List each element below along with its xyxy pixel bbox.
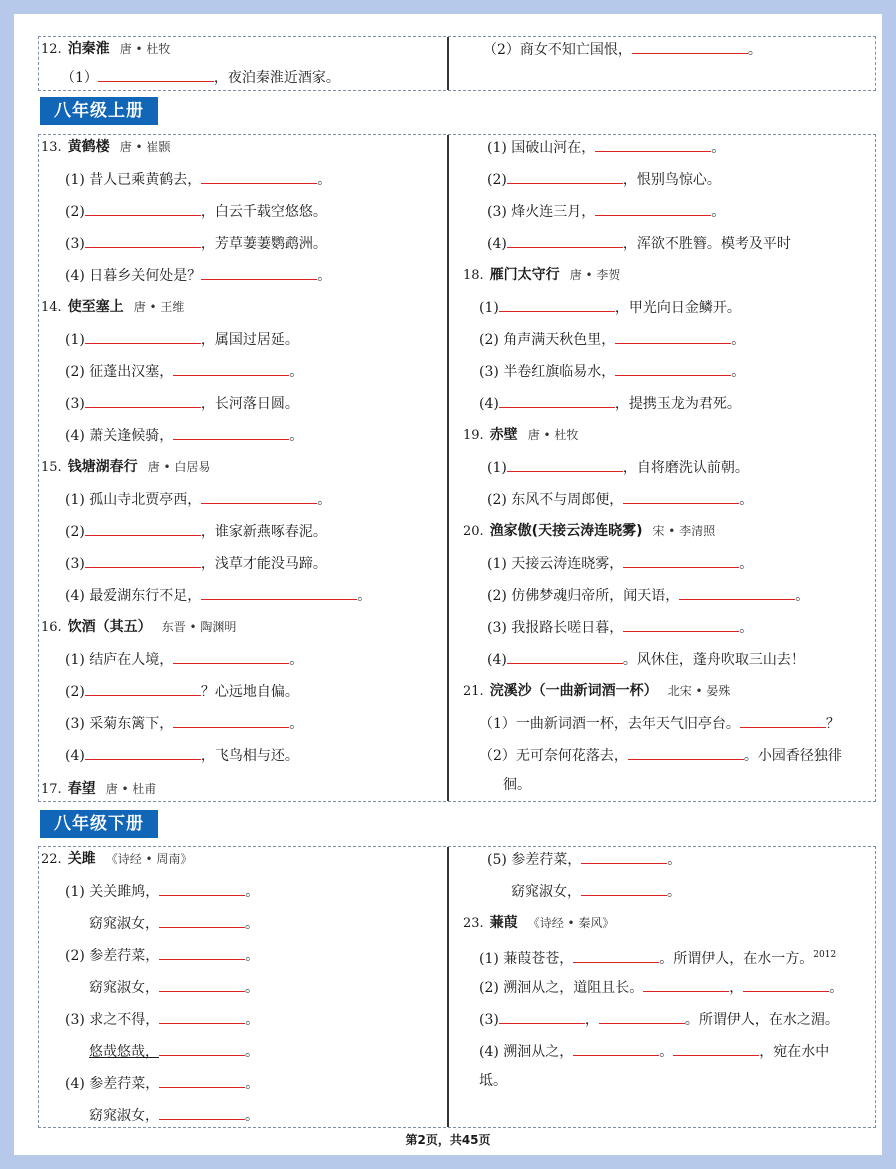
poem-21-line-2-cont: 徊。 [503,777,531,793]
column-divider [447,37,449,90]
poem-13-header: 13. 黄鹤楼 唐 • 崔颢 [41,139,171,155]
answer-blank[interactable] [159,945,245,960]
poem-23-line-3: (3) ， 。所谓伊人，在水之湄。 [479,1009,839,1030]
poem-22-line-7: (4) 参差荇菜， 。 [65,1073,259,1094]
poem-19-header: 19. 赤壁 唐 • 杜牧 [463,427,579,443]
poem-20-line-4: (4) 。风休住，蓬舟吹取三山去！ [487,649,805,670]
answer-blank[interactable] [499,393,615,408]
poem-23-line-4-cont: 坻。 [479,1073,507,1089]
poem-21-line-2: （2）无可奈何花落去， 。小园香径独徘 [479,745,842,766]
poem-22-line-1: (1) 关关雎鸠， 。 [65,881,259,902]
worksheet-page [14,14,882,1155]
answer-blank[interactable] [173,361,289,376]
poem-22-line-8: 窈窕淑女， 。 [89,1105,259,1126]
poem-18-line-3: (3) 半卷红旗临易水， 。 [479,361,745,382]
answer-blank[interactable] [615,329,731,344]
poem-22-line-6: 悠哉悠哉， 。 [89,1041,259,1062]
poem-14-line-3: (3) ，长河落日圆。 [65,393,299,414]
answer-blank[interactable] [643,977,729,992]
poem-17-line-3: (3) 烽火连三月， 。 [487,201,725,222]
poem-23-header: 23. 蒹葭 《诗经 • 秦风》 [463,915,615,931]
poem-20-line-2: (2) 仿佛梦魂归帝所，闻天语， 。 [487,585,809,606]
poem-18-header: 18. 雁门太守行 唐 • 李贺 [463,267,621,283]
answer-blank[interactable] [573,1041,659,1056]
poem-22-line-4: 窈窕淑女， 。 [89,977,259,998]
answer-blank[interactable] [507,457,623,472]
answer-blank[interactable] [159,1009,245,1024]
answer-blank[interactable] [85,393,201,408]
poem-13-line-3: (3) ，芳草萋萋鹦鹉洲。 [65,233,327,254]
answer-blank[interactable] [595,201,711,216]
answer-blank[interactable] [173,649,289,664]
poem-16-line-4: (4) ，飞鸟相与还。 [65,745,299,766]
answer-blank[interactable] [507,169,623,184]
poem-13-line-2: (2) ，白云千载空悠悠。 [65,201,327,222]
poem-19-line-2: (2) 东风不与周郎便， 。 [487,489,753,510]
panel-grade8-lower [38,846,876,1128]
answer-blank[interactable] [632,39,748,54]
answer-blank[interactable] [85,553,201,568]
poem-15-header: 15. 钱塘湖春行 唐 • 白居易 [41,459,211,475]
answer-blank[interactable] [623,489,739,504]
poem-15-line-1: (1) 孤山寺北贾亭西， 。 [65,489,331,510]
answer-blank[interactable] [595,137,711,152]
poem-14-line-2: (2) 征蓬出汉塞， 。 [65,361,303,382]
poem-22-line-3: (2) 参差荇菜， 。 [65,945,259,966]
answer-blank[interactable] [159,913,245,928]
answer-blank[interactable] [615,361,731,376]
poem-12-header [41,39,170,60]
poem-14-line-1: (1) ，属国过居延。 [65,329,299,350]
answer-blank[interactable] [743,977,829,992]
poem-23-line-1: (1) 蒹葭苍苍， 。所谓伊人，在水一方。$^{2012}$ [479,950,837,967]
answer-blank[interactable] [201,489,317,504]
answer-blank[interactable] [628,745,744,760]
poem-23-line-4: (4) 溯洄从之， 。 ，宛在水中 [479,1041,829,1062]
section-banner-upper: 八年级上册 [40,97,158,125]
poem-17-line-2: (2) ，恨别鸟惊心。 [487,169,721,190]
poem-17-header: 17. 春望 唐 • 杜甫 [41,781,157,797]
section-banner-lower: 八年级下册 [40,810,158,838]
answer-blank[interactable] [201,585,357,600]
poem-20-line-1: (1) 天接云涛连晓雾， 。 [487,553,753,574]
answer-blank[interactable] [201,265,317,280]
answer-blank[interactable] [573,948,659,963]
answer-blank[interactable] [98,67,214,82]
answer-blank[interactable] [599,1009,685,1024]
poem-22-line-9: (5) 参差荇菜， 。 [487,849,681,870]
poem-21-header: 21. 浣溪沙（一曲新词酒一杯） 北宋 • 晏殊 [463,683,731,699]
poem-15-line-2: (2) ，谁家新燕啄春泥。 [65,521,327,542]
poem-16-line-1: (1) 结庐在人境， 。 [65,649,303,670]
poem-20-line-3: (3) 我报路长嗟日暮， 。 [487,617,753,638]
poem-title: 泊秦淮 [67,41,110,57]
panel-grade8-upper [38,134,876,802]
poem-author: 唐 • 杜牧 [119,42,171,56]
answer-blank[interactable] [85,745,201,760]
answer-blank[interactable] [85,329,201,344]
poem-21-line-1: （1）一曲新词酒一杯，去年天气旧亭台。 ？ [479,713,840,734]
poem-12-line-2: （2）商女不知亡国恨， 。 [483,39,762,60]
panel-poem-12 [38,36,876,91]
poem-18-line-1: (1) ，甲光向日金鳞开。 [479,297,741,318]
answer-blank[interactable] [679,585,795,600]
poem-22-header: 22. 关雎 《诗经 • 周南》 [41,851,193,867]
answer-blank[interactable] [173,425,289,440]
answer-blank[interactable] [499,1009,585,1024]
answer-blank[interactable] [85,521,201,536]
poem-17-line-1: (1) 国破山河在， 。 [487,137,725,158]
poem-17-line-4: (4) ，浑欲不胜簪。模考及平时 [487,233,791,254]
answer-blank[interactable] [159,1105,245,1120]
answer-blank[interactable] [159,1041,245,1056]
column-divider [447,135,449,801]
poem-12-line-1: （1） ，夜泊秦淮近酒家。 [61,67,340,88]
poem-19-line-1: (1) ，自将磨洗认前朝。 [487,457,749,478]
poem-13-line-1: (1) 昔人已乘黄鹤去， 。 [65,169,331,190]
answer-blank[interactable] [159,977,245,992]
answer-blank[interactable] [201,169,317,184]
poem-16-line-3: (3) 采菊东篱下， 。 [65,713,303,734]
answer-blank[interactable] [499,297,615,312]
answer-blank[interactable] [623,617,739,632]
answer-blank[interactable] [740,713,826,728]
answer-blank[interactable] [85,201,201,216]
answer-blank[interactable] [159,1073,245,1088]
poem-14-header: 14. 使至塞上 唐 • 王维 [41,299,185,315]
poem-15-line-3: (3) ，浅草才能没马蹄。 [65,553,327,574]
column-divider [447,847,449,1127]
poem-13-line-4: (4) 日暮乡关何处是？ 。 [65,265,331,286]
poem-14-line-4: (4) 萧关逢候骑， 。 [65,425,303,446]
poem-22-line-5: (3) 求之不得， 。 [65,1009,259,1030]
answer-blank[interactable] [623,553,739,568]
poem-18-line-2: (2) 角声满天秋色里， 。 [479,329,745,350]
poem-20-header: 20. 渔家傲(天接云涛连晓雾) 宋 • 李清照 [463,523,716,539]
answer-blank[interactable] [173,713,289,728]
answer-blank[interactable] [581,849,667,864]
answer-blank[interactable] [85,681,201,696]
answer-blank[interactable] [581,881,667,896]
poem-16-line-2: (2) ？心远地自偏。 [65,681,299,702]
poem-18-line-4: (4) ，提携玉龙为君死。 [479,393,741,414]
answer-blank[interactable] [507,233,623,248]
answer-blank[interactable] [507,649,623,664]
poem-22-line-10: 窈窕淑女， 。 [511,881,681,902]
answer-blank[interactable] [159,881,245,896]
answer-blank[interactable] [673,1041,759,1056]
poem-23-line-2: (2) 溯洄从之，道阻且长。 ， 。 [479,977,843,998]
poem-number: 12. [41,42,62,57]
poem-22-line-2: 窈窕淑女， 。 [89,913,259,934]
answer-blank[interactable] [85,233,201,248]
poem-16-header: 16. 饮酒（其五） 东晋 • 陶渊明 [41,619,237,635]
poem-15-line-4: (4) 最爱湖东行不足， 。 [65,585,371,606]
page-footer: 第2页，共45页 [405,1133,491,1147]
